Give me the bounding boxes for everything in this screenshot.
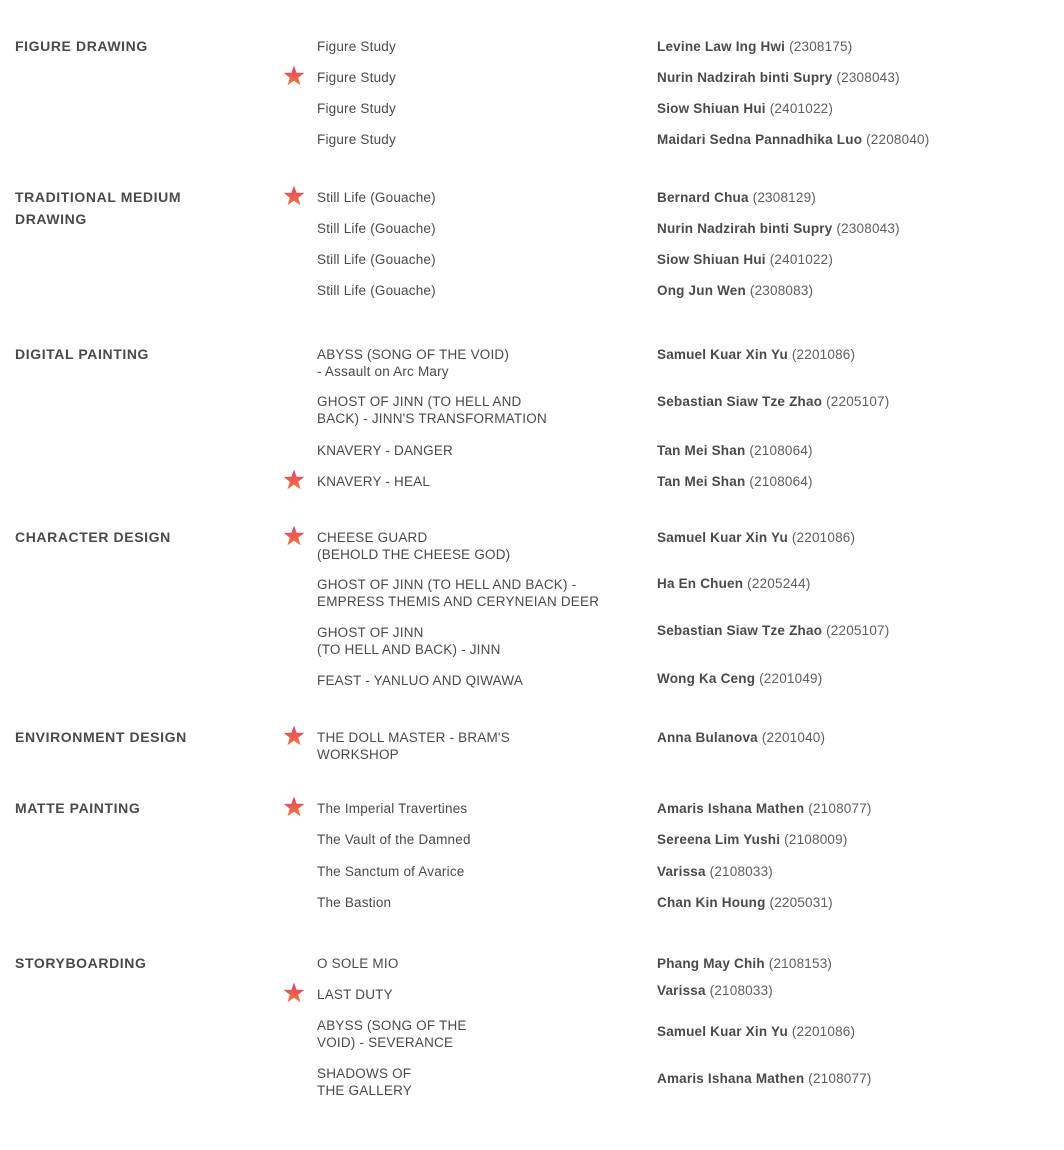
student-id: (2308129) — [752, 190, 816, 205]
student-id: (2201086) — [791, 347, 856, 362]
artwork-title[interactable]: GHOST OF JINN (TO HELL AND BACK) - EMPRESS THEMIS AND CERYNEIAN DEER — [317, 577, 600, 609]
artwork-title[interactable]: Still Life (Gouache) — [317, 221, 436, 236]
artwork-title[interactable]: GHOST OF JINN (TO HELL AND BACK) - JINN'S TRANSFORMATION — [317, 394, 547, 426]
artist-name: Maidari Sedna Pannadhika Luo — [657, 132, 863, 147]
artist-name: Sereena Lim Yushi — [657, 832, 781, 847]
artwork-title[interactable]: Figure Study — [317, 101, 396, 116]
artist-credit[interactable] — [657, 189, 816, 206]
student-id: (2205244) — [747, 576, 811, 591]
artist-credit[interactable] — [657, 220, 900, 237]
artist-credit[interactable] — [657, 473, 813, 490]
artist-name: Anna Bulanova — [657, 730, 758, 745]
artist-name: Nurin Nadzirah binti Supry — [657, 221, 833, 236]
artwork-title[interactable]: Still Life (Gouache) — [317, 283, 436, 298]
artwork-title[interactable]: SHADOWS OF THE GALLERY — [317, 1066, 412, 1098]
student-id: (2201040) — [761, 730, 826, 745]
artist-credit[interactable] — [657, 729, 825, 746]
artist-name: Tan Mei Shan — [657, 443, 746, 458]
artist-name: Ong Jun Wen — [657, 283, 746, 298]
artist-credit[interactable] — [657, 955, 832, 972]
star-icon — [282, 981, 306, 1005]
artist-name: Sebastian Siaw Tze Zhao — [657, 623, 823, 638]
student-id: (2308043) — [836, 70, 900, 85]
artwork-title[interactable]: FEAST - YANLUO AND QIWAWA — [317, 673, 524, 688]
artwork-title[interactable]: The Vault of the Damned — [317, 832, 471, 847]
student-id: (2108153) — [768, 956, 833, 971]
artist-credit[interactable] — [657, 393, 889, 410]
artist-name: Amaris Ishana Mathen — [657, 1071, 805, 1086]
student-id: (2205031) — [769, 895, 833, 910]
star-shape — [284, 726, 305, 746]
student-id: (2108064) — [749, 474, 813, 489]
artwork-title[interactable]: Still Life (Gouache) — [317, 190, 436, 205]
category-label: DIGITAL PAINTING — [15, 346, 150, 362]
artwork-title[interactable]: The Bastion — [317, 895, 392, 910]
artist-credit[interactable] — [657, 894, 833, 911]
artist-credit[interactable] — [657, 69, 900, 86]
student-id: (2208040) — [866, 132, 930, 147]
artist-name: Siow Shiuan Hui — [657, 101, 766, 116]
artwork-title[interactable]: The Sanctum of Avarice — [317, 864, 465, 879]
artist-name: Nurin Nadzirah binti Supry — [657, 70, 833, 85]
student-id: (2308175) — [789, 39, 853, 54]
artist-name: Chan Kin Houng — [657, 895, 766, 910]
artist-credit[interactable] — [657, 282, 813, 299]
artwork-title[interactable]: GHOST OF JINN (TO HELL AND BACK) - JINN — [317, 625, 501, 657]
artist-name: Bernard Chua — [657, 190, 749, 205]
category-label: FIGURE DRAWING — [15, 38, 148, 54]
category-label: CHARACTER DESIGN — [15, 529, 171, 545]
artist-name: Varissa — [657, 864, 706, 879]
artist-name: Samuel Kuar Xin Yu — [657, 530, 788, 545]
artist-credit[interactable] — [657, 100, 833, 117]
artwork-title[interactable]: KNAVERY - HEAL — [317, 474, 431, 489]
artwork-title[interactable]: ABYSS (SONG OF THE VOID) - SEVERANCE — [317, 1018, 467, 1050]
artist-credit[interactable] — [657, 442, 813, 459]
artwork-title[interactable]: Figure Study — [317, 132, 396, 147]
student-id: (2201049) — [759, 671, 823, 686]
student-id: (2401022) — [769, 252, 834, 267]
category-label: STORYBOARDING — [15, 955, 147, 971]
star-shape — [284, 983, 305, 1003]
student-id: (2108077) — [808, 801, 872, 816]
star-icon — [282, 724, 306, 748]
artist-credit[interactable] — [657, 863, 773, 880]
artist-credit[interactable] — [657, 831, 848, 848]
artwork-title[interactable]: Figure Study — [317, 70, 396, 85]
star-icon — [282, 468, 306, 492]
star-shape — [284, 526, 305, 546]
student-id: (2108064) — [749, 443, 813, 458]
artist-name: Samuel Kuar Xin Yu — [657, 347, 788, 362]
artist-credit[interactable] — [657, 982, 773, 999]
artwork-title[interactable]: Figure Study — [317, 39, 396, 54]
artwork-title[interactable]: LAST DUTY — [317, 987, 393, 1002]
student-id: (2308083) — [749, 283, 814, 298]
student-id: (2108077) — [808, 1071, 872, 1086]
student-id: (2108009) — [784, 832, 848, 847]
artist-credit[interactable] — [657, 38, 852, 55]
student-id: (2401022) — [769, 101, 834, 116]
artist-name: Sebastian Siaw Tze Zhao — [657, 394, 823, 409]
artist-name: Siow Shiuan Hui — [657, 252, 766, 267]
artwork-title[interactable]: CHEESE GUARD (BEHOLD THE CHEESE GOD) — [317, 530, 511, 562]
student-id: (2201086) — [791, 530, 856, 545]
star-icon — [282, 184, 306, 208]
artist-name: Varissa — [657, 983, 706, 998]
artist-credit[interactable] — [657, 575, 811, 592]
star-shape — [284, 66, 305, 86]
artist-credit[interactable] — [657, 622, 889, 639]
student-id: (2108033) — [709, 864, 774, 879]
artwork-title[interactable]: O SOLE MIO — [317, 956, 399, 971]
student-id: (2308043) — [836, 221, 900, 236]
artist-name: Tan Mei Shan — [657, 474, 746, 489]
star-icon — [282, 795, 306, 819]
artist-credit[interactable] — [657, 800, 872, 817]
artist-credit[interactable] — [657, 131, 929, 148]
artwork-title[interactable]: ABYSS (SONG OF THE VOID) - Assault on Arc Mary — [317, 347, 510, 379]
artist-credit[interactable] — [657, 1023, 855, 1040]
artist-credit[interactable] — [657, 529, 855, 546]
star-icon — [282, 524, 306, 548]
artwork-title[interactable]: Still Life (Gouache) — [317, 252, 436, 267]
star-shape — [284, 186, 305, 206]
star-shape — [284, 797, 305, 817]
artist-credit[interactable] — [657, 1070, 872, 1087]
artist-credit[interactable] — [657, 670, 822, 687]
category-label: ENVIRONMENT DESIGN — [15, 729, 187, 745]
artist-name: Levine Law Ing Hwi — [657, 39, 786, 54]
artist-credit[interactable] — [657, 346, 855, 363]
star-icon — [282, 64, 306, 88]
category-label: TRADITIONAL MEDIUM DRAWING — [15, 189, 182, 227]
artwork-title[interactable]: The Imperial Travertines — [317, 801, 468, 816]
artist-name: Wong Ka Ceng — [657, 671, 756, 686]
artist-name: Samuel Kuar Xin Yu — [657, 1024, 788, 1039]
artist-name: Ha En Chuen — [657, 576, 744, 591]
student-id: (2108033) — [709, 983, 774, 998]
category-label: MATTE PAINTING — [15, 800, 141, 816]
star-shape — [284, 470, 305, 490]
student-id: (2205107) — [826, 623, 890, 638]
artist-name: Phang May Chih — [657, 956, 765, 971]
artist-name: Amaris Ishana Mathen — [657, 801, 805, 816]
student-id: (2205107) — [826, 394, 890, 409]
student-id: (2201086) — [791, 1024, 856, 1039]
artwork-title[interactable]: THE DOLL MASTER - BRAM'S WORKSHOP — [317, 730, 510, 762]
artist-credit[interactable] — [657, 251, 833, 268]
artwork-title[interactable]: KNAVERY - DANGER — [317, 443, 453, 458]
